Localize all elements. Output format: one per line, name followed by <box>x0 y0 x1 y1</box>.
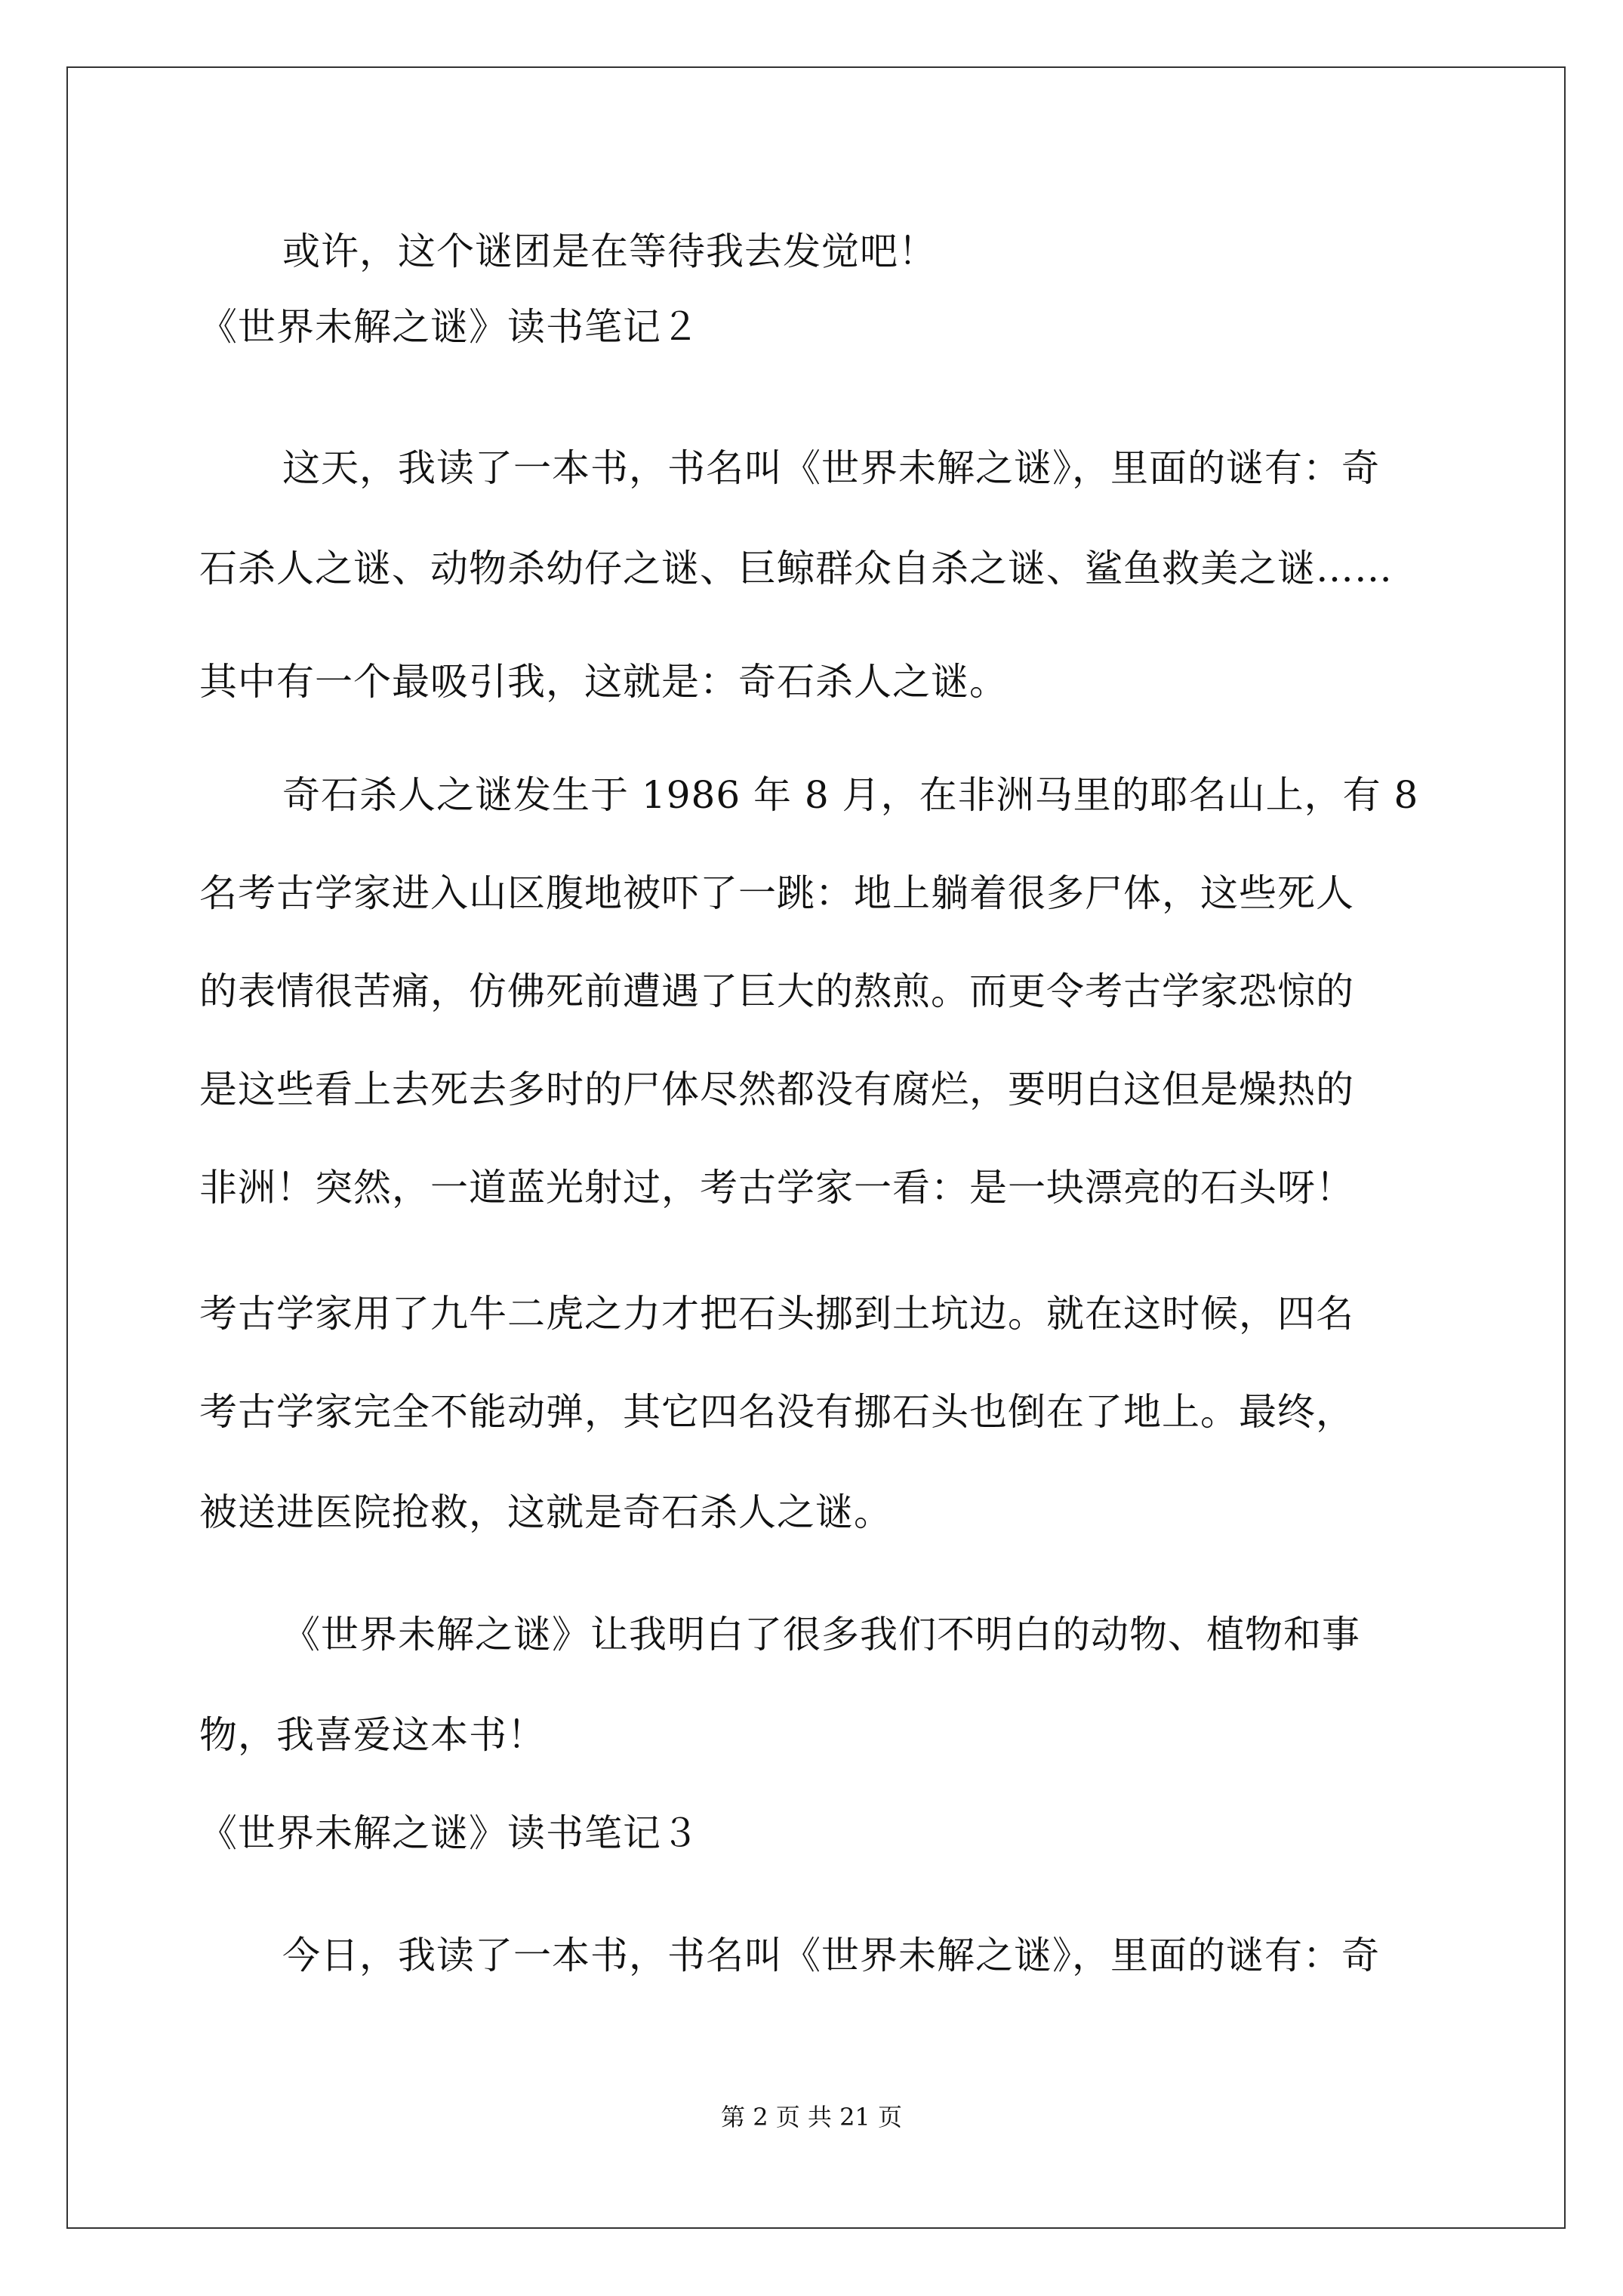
paragraph-line: 这天，我读了一本书，书名叫《世界未解之谜》，里面的谜有：奇 <box>282 446 1380 490</box>
section-heading: 《世界未解之谜》读书笔记２ <box>199 305 700 349</box>
paragraph-line: 被送进医院抢救，这就是奇石杀人之谜。 <box>199 1490 892 1534</box>
section-heading: 《世界未解之谜》读书笔记３ <box>199 1811 700 1855</box>
paragraph-line: 《世界未解之谜》让我明白了很多我们不明白的动物、植物和事 <box>282 1613 1360 1657</box>
paragraph-line: 名考古学家进入山区腹地被吓了一跳：地上躺着很多尸体，这些死人 <box>199 871 1354 915</box>
paragraph-line: 考古学家用了九牛二虎之力才把石头挪到土坑边。就在这时候，四名 <box>199 1292 1354 1336</box>
paragraph-line: 物，我喜爱这本书！ <box>199 1713 546 1757</box>
page-number: 第 2 页 共 21 页 <box>721 2103 902 2131</box>
page-frame <box>66 66 1566 2229</box>
paragraph-line: 其中有一个最吸引我，这就是：奇石杀人之谜。 <box>199 660 1008 704</box>
paragraph-line: 考古学家完全不能动弹，其它四名没有挪石头也倒在了地上。最终， <box>199 1390 1354 1434</box>
paragraph-line: 非洲！突然，一道蓝光射过，考古学家一看：是一块漂亮的石头呀！ <box>199 1166 1354 1210</box>
paragraph-line: 今日，我读了一本书，书名叫《世界未解之谜》，里面的谜有：奇 <box>282 1934 1380 1977</box>
paragraph-line: 是这些看上去死去多时的尸体尽然都没有腐烂，要明白这但是燥热的 <box>199 1068 1354 1111</box>
paragraph-line: 石杀人之谜、动物杀幼仔之谜、巨鲸群众自杀之谜、鲨鱼救美之谜…… <box>199 547 1393 590</box>
paragraph-line: 的表情很苦痛，仿佛死前遭遇了巨大的熬煎。而更令考古学家恐惊的 <box>199 969 1354 1013</box>
paragraph-line: 或许，这个谜团是在等待我去发觉吧！ <box>282 230 937 273</box>
paragraph-line: 奇石杀人之谜发生于 1986 年 8 月，在非洲马里的耶名山上，有 8 <box>282 773 1419 817</box>
